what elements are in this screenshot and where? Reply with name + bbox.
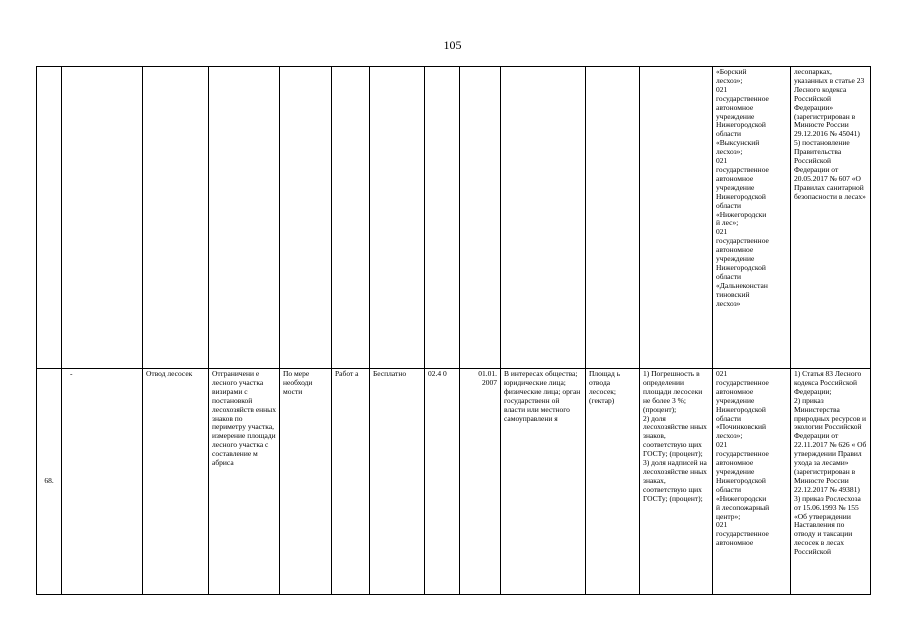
cell-service-description: Отграничени е лесного участка визирами с постановкой лесохозяйств енных знаков по периметру участка, измерение площади лесного участка с составление м абриса: [209, 369, 280, 595]
cell-empty: [640, 67, 713, 369]
cell-empty: [209, 67, 280, 369]
cell-organizations: 021 государственное автономное учреждение Нижегородской области «Починковский лесхоз»; 021 государственное автономное учреждение Нижегородской области «Нижегородски й лесопожарный центр»; 021 государственное автономное: [713, 369, 791, 595]
cell-code: 02.4 0: [425, 369, 460, 595]
page-number: 105: [443, 38, 462, 52]
cell-service-name: Отвод лесосек: [143, 369, 209, 595]
cell-quality-indicators: 1) Погрешность в определении площади лесосеки не более 3 %; (процент); 2) доля лесохозяйстве нных знаков, соответствую щих ГОСТу; (процент); 3) доля надписей на лесохозяйстве нных знаках, соответствую щих ГОСТу; (процент);: [640, 369, 713, 595]
cell-empty: [280, 67, 332, 369]
cell-organizations: «Борский лесхоз»; 021 государственное автономное учреждение Нижегородской области «Выксунский лесхоз»; 021 государственное автономное учреждение Нижегородской области «Нижегородски й лес»; 021 государственное автономное учреждение Нижегородской области «Дальнеконстан тиновский лесхоз»: [713, 67, 791, 369]
cell-consumers: В интересах общества; юридические лица; физические лица; орган государственн ой власти или местного самоуправлени я: [501, 369, 586, 595]
table-row-68: [37, 369, 871, 595]
cell-legal-acts: лесопарках, указанных в статье 23 Лесного кодекса Российской Федерации» (зарегистрирован в Минюсте России 29.12.2016 № 45041) 5) постановление Правительства Российской Федерации от 20.05.2017 № 607 «О Правилах санитарной безопасности в лесах»: [791, 67, 871, 369]
cell-empty: [143, 67, 209, 369]
cell-date: 01.01. 2007: [460, 369, 501, 595]
cell-unit-type: Работ а: [332, 369, 370, 595]
cell-empty: [460, 67, 501, 369]
cell-empty: [332, 67, 370, 369]
table-row-continuation: [37, 67, 871, 369]
cell-legal-acts: 1) Статья 83 Лесного кодекса Российской Федерации; 2) приказ Министерства природных ресурсов и экологии Российской Федерации от 22.11.2017 № 626 « Об утверждении Правил ухода за лесами» (зарегистрирован в Минюсте России 22.12.2017 № 49381) 3) приказ Рослесхоза от 15.06.1993 № 155 «Об утверждении Наставления по отводу и таксации лесосек в лесах Российской: [791, 369, 871, 595]
cell-empty: [37, 67, 62, 369]
cell-price: Бесплатно: [370, 369, 425, 595]
cell-empty: [62, 67, 143, 369]
cell-empty: [425, 67, 460, 369]
cell-dash: -: [62, 369, 143, 595]
cell-empty: [370, 67, 425, 369]
cell-empty: [501, 67, 586, 369]
services-table: [36, 66, 871, 595]
cell-frequency: По мере необходи мости: [280, 369, 332, 595]
cell-volume-indicator: Площад ь отвода лесосек; (гектар): [586, 369, 640, 595]
cell-row-number: 68.: [37, 369, 62, 595]
cell-empty: [586, 67, 640, 369]
